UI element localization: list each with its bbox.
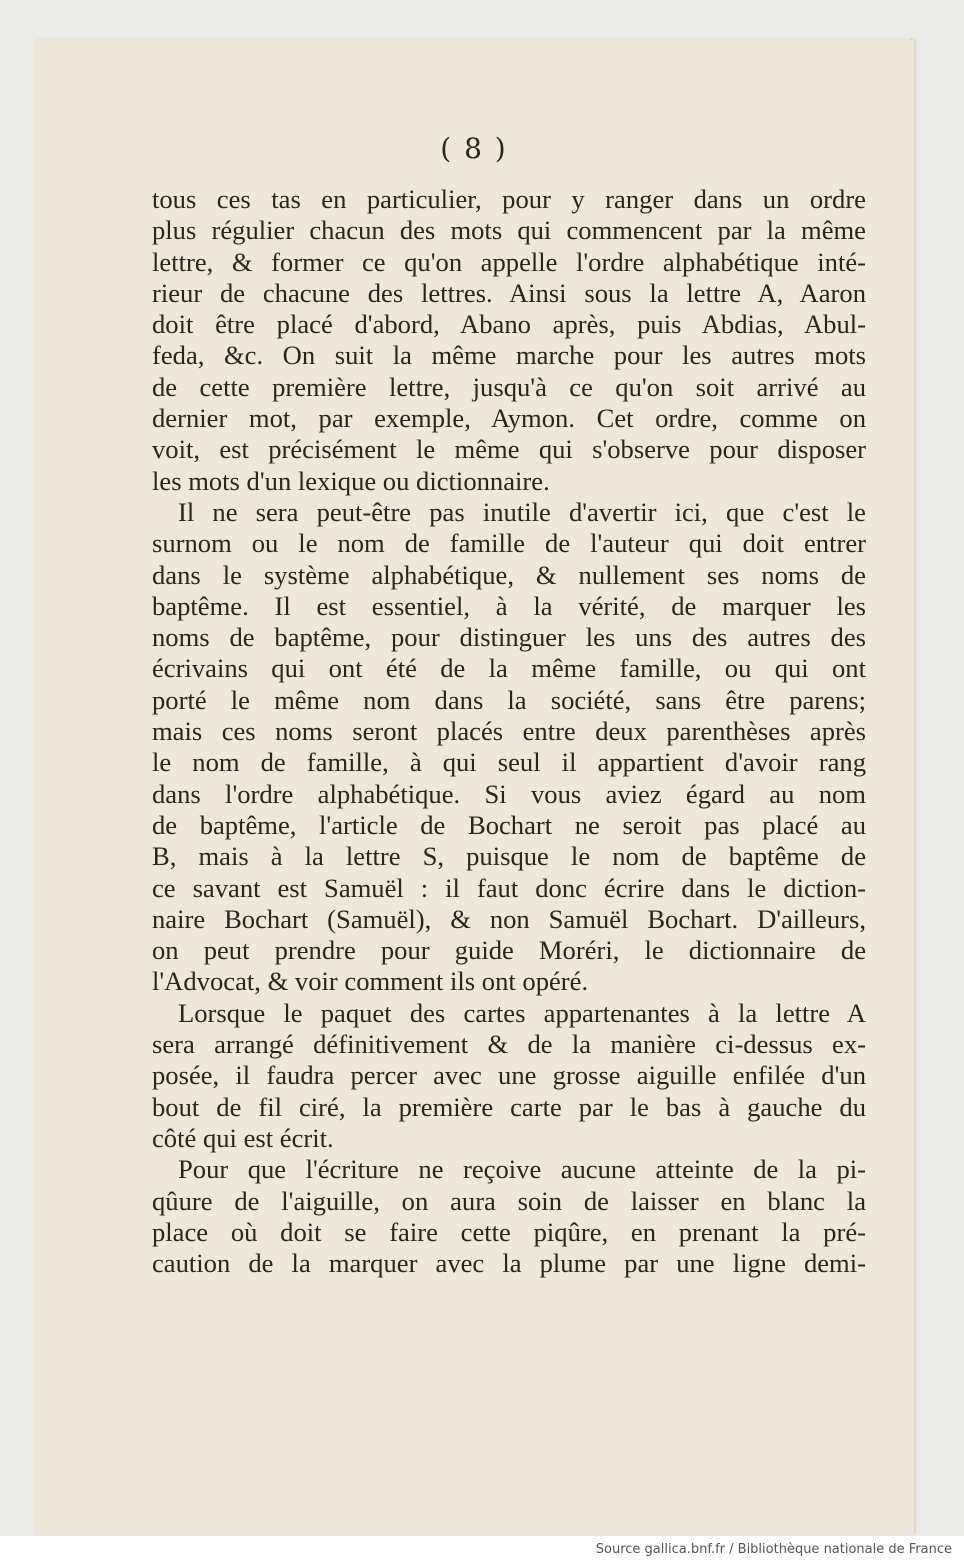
book-page: [34, 40, 914, 1534]
text-line: porté le même nom dans la société, sans être parens;: [152, 684, 866, 715]
text-line: les mots d'un lexique ou dictionnaire.: [152, 465, 550, 496]
text-line: place où doit se faire cette piqûre, en prenant la pré-: [152, 1216, 866, 1247]
footer-bar: [0, 1536, 964, 1566]
text-line: surnom ou le nom de famille de l'auteur qui doit entrer: [152, 528, 866, 559]
text-line: sera arrangé définitivement & de la manière ci-dessus ex-: [152, 1029, 866, 1060]
text-line: voit, est précisément le même qui s'observe pour disposer: [152, 434, 866, 465]
text-line: tous ces tas en particulier, pour y ranger dans un ordre: [152, 184, 866, 214]
text-line: Il ne sera peut-être pas inutile d'avertir ici, que c'est le: [178, 496, 866, 527]
text-line: doit être placé d'abord, Abano après, puis Abdias, Abul-: [152, 309, 866, 340]
text-line: bout de fil ciré, la première carte par le bas à gauche du: [152, 1091, 866, 1122]
text-line: dans le système alphabétique, & nullement ses noms de: [152, 559, 866, 590]
text-line: de cette première lettre, jusqu'à ce qu'on soit arrivé au: [152, 371, 866, 402]
text-line: mais ces noms seront placés entre deux parenthèses après: [152, 716, 866, 747]
page-number: ( 8 ): [440, 132, 508, 165]
text-line: Lorsque le paquet des cartes appartenantes à la lettre A: [178, 997, 866, 1028]
text-line: rieur de chacune des lettres. Ainsi sous la lettre A, Aaron: [152, 277, 866, 308]
source-credit: Source gallica.bnf.fr / Bibliothèque nationale de France: [595, 1542, 952, 1557]
page-text: [152, 184, 866, 1279]
text-line: qûure de l'aiguille, on aura soin de laisser en blanc la: [152, 1185, 866, 1216]
text-line: naire Bochart (Samuël), & non Samuël Bochart. D'ailleurs,: [152, 903, 866, 934]
text-line: lettre, & former ce qu'on appelle l'ordre alphabétique inté-: [152, 246, 866, 277]
text-line: posée, il faudra percer avec une grosse aiguille enfilée d'un: [152, 1060, 866, 1091]
text-line: de baptême, l'article de Bochart ne seroit pas placé au: [152, 809, 866, 840]
text-line: noms de baptême, pour distinguer les uns des autres des: [152, 622, 866, 653]
text-line: B, mais à la lettre S, puisque le nom de baptême de: [152, 841, 866, 872]
text-line: dernier mot, par exemple, Aymon. Cet ordre, comme on: [152, 403, 866, 434]
text-line: plus régulier chacun des mots qui commencent par la même: [152, 215, 866, 246]
text-line: caution de la marquer avec la plume par une ligne demi-: [152, 1248, 866, 1279]
text-line: baptême. Il est essentiel, à la vérité, de marquer les: [152, 590, 866, 621]
text-line: on peut prendre pour guide Moréri, le dictionnaire de: [152, 935, 866, 966]
text-line: feda, &c. On suit la même marche pour les autres mots: [152, 340, 866, 371]
text-line: ce savant est Samuël : il faut donc écrire dans le diction-: [152, 872, 866, 903]
text-line: côté qui est écrit.: [152, 1122, 334, 1153]
text-line: le nom de famille, à qui seul il appartient d'avoir rang: [152, 747, 866, 778]
text-line: dans l'ordre alphabétique. Si vous aviez égard au nom: [152, 778, 866, 809]
text-line: écrivains qui ont été de la même famille, ou qui ont: [152, 653, 866, 684]
text-line: l'Advocat, & voir comment ils ont opéré.: [152, 966, 589, 997]
text-line: Pour que l'écriture ne reçoive aucune atteinte de la pi-: [178, 1154, 866, 1185]
